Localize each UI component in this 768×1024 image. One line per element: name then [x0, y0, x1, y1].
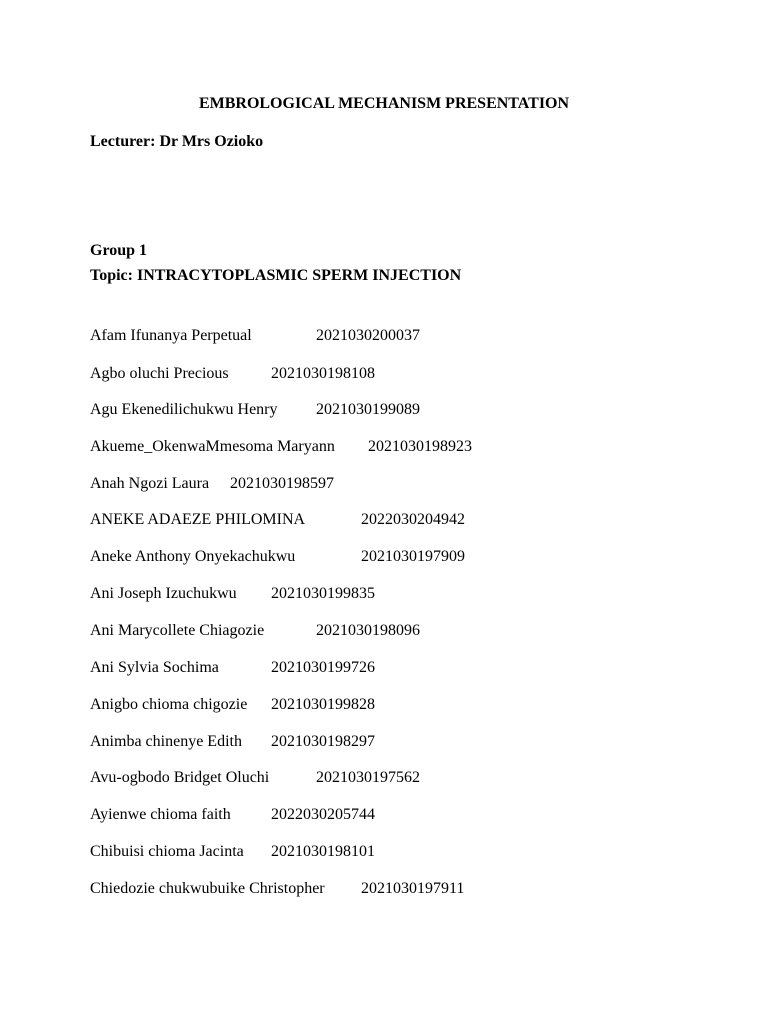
member-row — [90, 732, 375, 752]
member-id: 2021030199726 — [271, 659, 375, 676]
member-name: Ani Sylvia Sochima — [90, 659, 219, 676]
member-row — [90, 658, 375, 678]
member-name: Afam Ifunanya Perpetual — [90, 327, 252, 344]
member-row — [90, 879, 465, 899]
member-name: Agu Ekenedilichukwu Henry — [90, 401, 278, 418]
member-name: Anah Ngozi Laura — [90, 475, 210, 492]
topic-heading: Topic: INTRACYTOPLASMIC SPERM INJECTION — [90, 267, 462, 284]
member-row — [90, 695, 375, 715]
member-row — [90, 547, 465, 567]
member-name: Animba chinenye Edith — [90, 733, 242, 750]
member-id: 2021030199089 — [316, 401, 420, 418]
member-id: 2021030197909 — [361, 548, 465, 565]
member-row — [90, 768, 420, 788]
lecturer-line: Lecturer: Dr Mrs Ozioko — [90, 133, 264, 150]
member-id: 2021030198297 — [271, 733, 375, 750]
member-id: 2021030200037 — [316, 327, 420, 344]
group-heading: Group 1 — [90, 242, 148, 259]
member-row — [90, 842, 375, 862]
member-id: 2021030198923 — [368, 438, 472, 455]
member-name: ANEKE ADAEZE PHILOMINA — [90, 511, 306, 528]
member-name: Ani Marycollete Chiagozie — [90, 622, 265, 639]
member-id: 2022030204942 — [361, 511, 465, 528]
member-id: 2021030197911 — [361, 880, 465, 897]
member-row — [90, 584, 375, 604]
member-name: Anigbo chioma chigozie — [90, 696, 248, 713]
member-name: Chibuisi chioma Jacinta — [90, 843, 244, 860]
member-id: 2021030198096 — [316, 622, 420, 639]
member-id: 2021030198101 — [271, 843, 375, 860]
member-id: 2021030199835 — [271, 585, 375, 602]
member-id: 2022030205744 — [271, 806, 375, 823]
member-id: 2021030198597 — [230, 475, 334, 492]
member-name: Agbo oluchi Precious — [90, 365, 229, 382]
document-title: EMBROLOGICAL MECHANISM PRESENTATION — [198, 95, 570, 112]
member-id: 2021030197562 — [316, 769, 420, 786]
member-name: Ani Joseph Izuchukwu — [90, 585, 237, 602]
member-row — [90, 437, 472, 457]
member-row — [90, 510, 465, 530]
member-name: Ayienwe chioma faith — [90, 806, 231, 823]
member-row — [90, 474, 334, 494]
member-row — [90, 621, 420, 641]
member-name: Chiedozie chukwubuike Christopher — [90, 880, 325, 897]
member-id: 2021030199828 — [271, 696, 375, 713]
member-row — [90, 326, 420, 346]
member-row — [90, 805, 375, 825]
member-id: 2021030198108 — [271, 365, 375, 382]
member-row — [90, 400, 420, 420]
member-name: Akueme_OkenwaMmesoma Maryann — [90, 438, 335, 455]
member-name: Aneke Anthony Onyekachukwu — [90, 548, 296, 565]
member-name: Avu-ogbodo Bridget Oluchi — [90, 769, 270, 786]
member-row — [90, 364, 375, 384]
